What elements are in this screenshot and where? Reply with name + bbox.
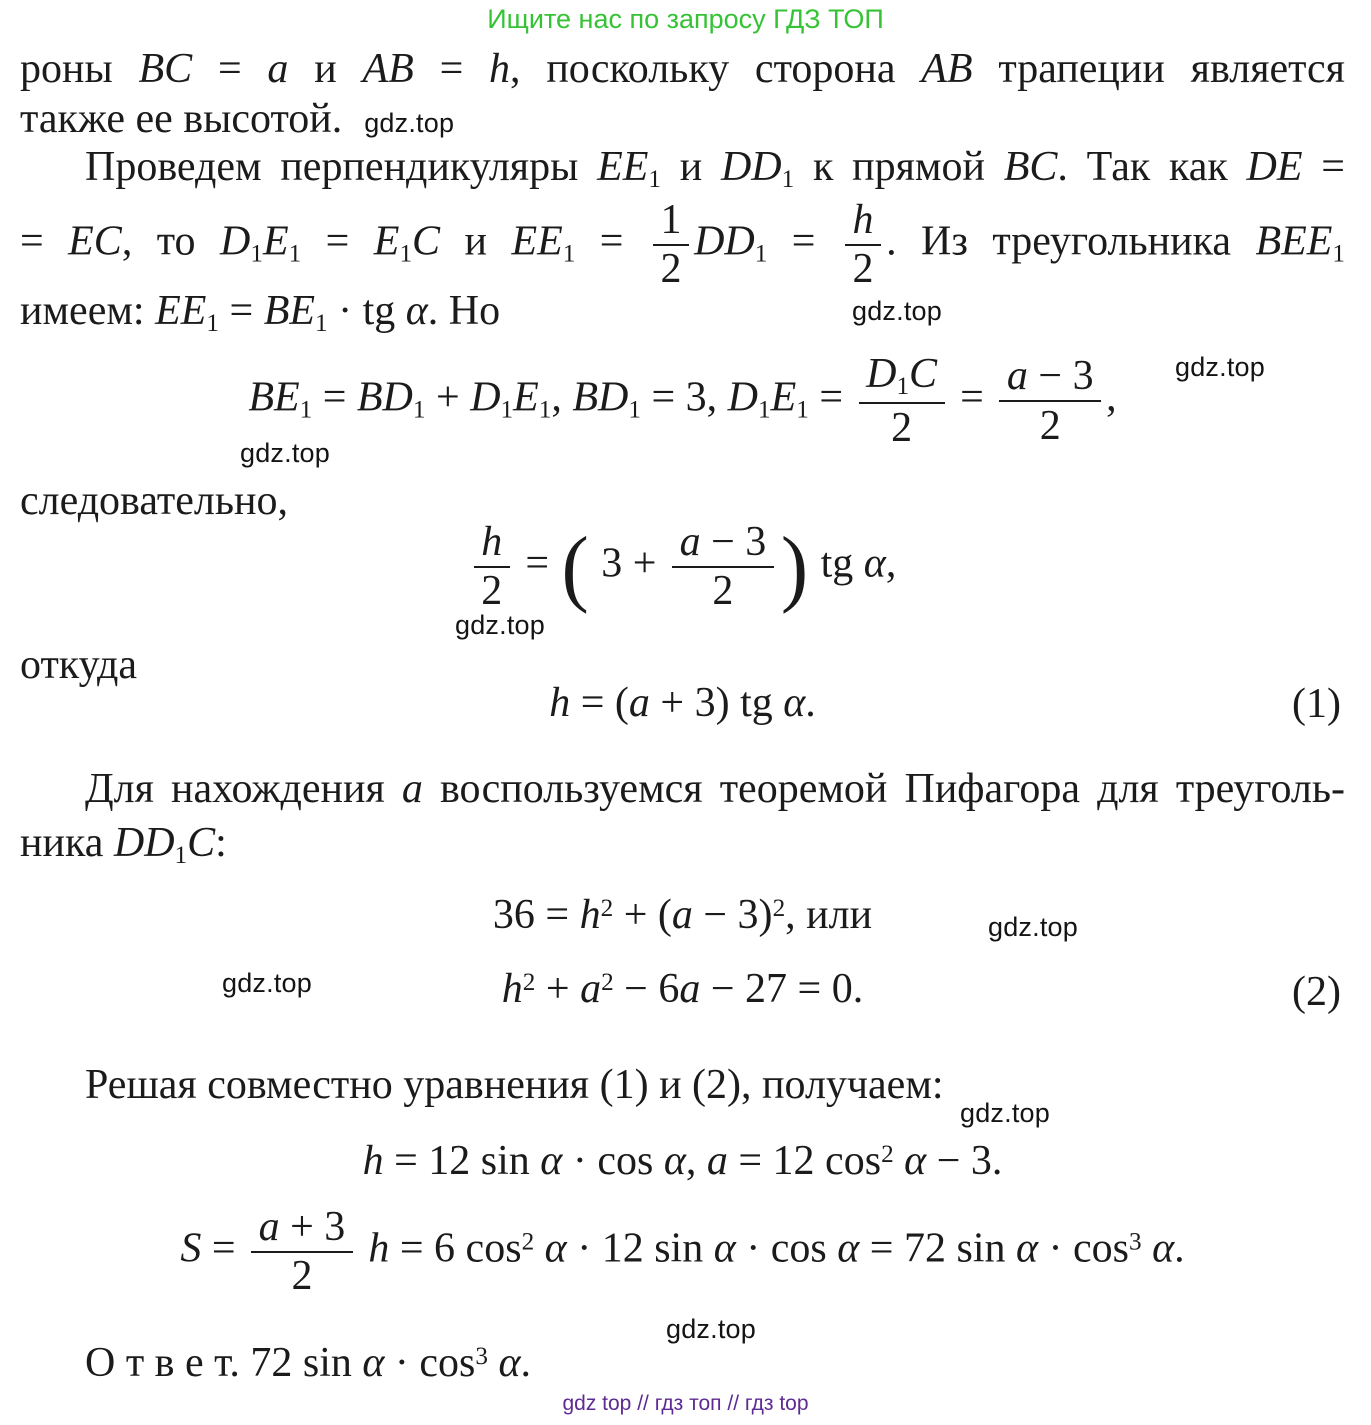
text-run: 2 (852, 246, 874, 293)
text-run: AB (362, 46, 414, 92)
body-line-2-text (20, 96, 342, 142)
text-run: · cos (562, 1138, 664, 1184)
gdz-watermark: gdz.top (364, 108, 455, 138)
paragraph2-line-3 (20, 286, 1345, 339)
text-run: a (401, 766, 423, 812)
equation-h-a-solution (20, 1136, 1345, 1186)
text-run: = (312, 374, 357, 421)
text-run: роны (20, 46, 139, 92)
text-run: E (373, 218, 400, 265)
text-run: трапеции является (972, 46, 1345, 92)
text-run: α (362, 1340, 385, 1386)
text-run: C (187, 820, 216, 866)
text-run: BE (248, 374, 300, 421)
text-run: EE (155, 288, 207, 334)
text-run: h (362, 1138, 384, 1184)
text-run: 1 (288, 240, 302, 268)
fraction-denominator (284, 1253, 320, 1299)
fraction-numerator (859, 352, 945, 404)
text-run: α (863, 540, 886, 587)
text-run: α (540, 1138, 563, 1184)
fraction-numerator (672, 520, 774, 568)
text-run: 1 (315, 310, 328, 338)
text-run: = (192, 46, 268, 92)
text-run: α (783, 680, 806, 726)
paragraph3-line-2 (20, 818, 1345, 871)
text-run: 2 (891, 404, 913, 451)
text-run: ( (561, 518, 589, 615)
equation-h-over-2 (20, 520, 1345, 614)
text-run: E (770, 374, 797, 421)
fraction-denominator (1032, 402, 1068, 448)
paragraph2-line-1 (20, 142, 1345, 195)
text-run: BE (263, 288, 315, 334)
fraction (251, 1205, 353, 1299)
text-run: DE (1246, 144, 1303, 190)
text-run (488, 1340, 499, 1386)
text-run: , или (785, 892, 873, 938)
text-run: , поскольку сторона (510, 46, 922, 92)
text-run: D (220, 218, 251, 265)
gdz-watermark: gdz.top (455, 610, 545, 640)
text-run: BC (138, 46, 193, 92)
text-run: = (301, 218, 374, 265)
answer-line (85, 1338, 1345, 1388)
text-run: AB (921, 46, 973, 92)
text-run: BC (1003, 144, 1058, 190)
fraction-denominator (845, 246, 881, 292)
text-run: 2 (481, 568, 503, 615)
text-run: a (679, 519, 701, 565)
text-run: = (20, 218, 69, 265)
text-run: 1 (648, 166, 661, 194)
text-run (894, 1138, 905, 1184)
text-run: + ( (613, 892, 672, 938)
text-run: C (412, 218, 441, 265)
equation-1 (20, 678, 1345, 728)
text-run: , (685, 1138, 707, 1184)
text-run: , (885, 540, 897, 587)
text-run: BD (572, 374, 629, 421)
text-run: воспользуемся теоремой Пифагора для треуголь- (422, 766, 1346, 812)
text-run: D (866, 351, 897, 397)
text-run: a (267, 46, 289, 92)
text-run: α (498, 1340, 521, 1386)
text-run: , (1106, 374, 1117, 421)
text-run: Для нахождения (85, 766, 402, 812)
text-run: · cos (1038, 1225, 1130, 1272)
text-run: , то (121, 218, 221, 265)
equation-number-2: (2) (1292, 969, 1341, 1015)
text-run: BD (356, 374, 413, 421)
text-run: = (949, 374, 995, 421)
text-run: = 12 sin (383, 1138, 541, 1184)
gdz-watermark: gdz.top (666, 1314, 756, 1344)
fraction-denominator (474, 568, 510, 614)
text-run: 2 (601, 968, 614, 996)
text-run: 2 (712, 568, 734, 615)
text-run: h (852, 197, 874, 243)
text-run: 1 (758, 396, 771, 424)
text-run: α (837, 1225, 860, 1272)
text-run: = 12 cos (727, 1138, 882, 1184)
text-run: + 3) tg (649, 680, 784, 726)
body-line-1 (20, 44, 1345, 94)
fraction (653, 198, 689, 292)
footer-watermark: gdz top // гдз топ // гдз top (562, 1392, 809, 1415)
text-run: h (481, 519, 503, 565)
text-run: Решая совместно уравнения (1) и (2), получаем: (85, 1062, 944, 1108)
text-run: 1 (250, 240, 263, 268)
text-run: h (549, 680, 571, 726)
text-run: 2 (291, 1253, 313, 1300)
text-run: + (425, 374, 471, 421)
text-run: E (513, 374, 539, 421)
text-run: + 3 (279, 1204, 346, 1250)
text-run: также ее высотой. (20, 96, 343, 142)
text-run: α (904, 1138, 927, 1184)
text-run: 1 (754, 240, 768, 268)
text-run: имеем: (20, 288, 156, 334)
text-run: h (368, 1225, 390, 1272)
text-run: 1 (628, 396, 641, 424)
text-run: a (628, 680, 650, 726)
text-run: α (1152, 1225, 1175, 1272)
gdz-watermark: gdz.top (240, 438, 330, 468)
text-run: = (767, 218, 840, 265)
text-run: a (1006, 353, 1028, 400)
text-run: EE (597, 144, 649, 190)
text-run: − 27 = 0. (700, 966, 864, 1012)
text-run: следовательно, (20, 478, 288, 524)
text-run: 1 (896, 373, 910, 401)
text-run: = (575, 218, 648, 265)
text-run: · cos (384, 1340, 476, 1386)
text-run: 1 (660, 197, 682, 243)
text-run: ника (20, 820, 114, 866)
text-run: . (520, 1340, 532, 1386)
text-run: C (909, 351, 938, 397)
promo-link: Ищите нас по запросу ГДЗ ТОП (487, 4, 884, 34)
text-run: · tg (327, 288, 406, 334)
text-run: α (663, 1138, 686, 1184)
text-run: ) (780, 518, 809, 615)
text-run: 1 (1332, 240, 1346, 268)
text-run: α (405, 288, 428, 334)
text-run: 1 (174, 842, 188, 870)
text-run: 2 (660, 246, 682, 293)
equation-2 (20, 964, 1345, 1014)
text-run: 1 (412, 396, 426, 424)
fraction-numerator (251, 1205, 353, 1253)
text-run: и (440, 218, 512, 265)
text-run: 1 (538, 396, 552, 424)
text-run: . (1174, 1225, 1185, 1272)
text-run: · 12 sin (566, 1225, 714, 1272)
text-run: 36 = (492, 892, 580, 938)
text-run: E (262, 218, 289, 265)
text-run: 1 (500, 396, 514, 424)
text-run: 1 (562, 240, 576, 268)
fraction (474, 520, 510, 614)
text-run: к прямой (794, 144, 1004, 190)
fraction (672, 520, 774, 614)
body-line-2 (20, 94, 1345, 144)
text-run: EC (68, 218, 122, 265)
equation-pythagoras (20, 890, 1345, 940)
text-run: . Но (427, 288, 501, 334)
text-run: EE (511, 218, 563, 265)
text-run: − 3) (692, 892, 773, 938)
text-run: = (1302, 144, 1345, 190)
text-run (1142, 1225, 1153, 1271)
fraction-numerator (653, 198, 689, 246)
fraction-numerator (474, 520, 510, 568)
text-run: h (579, 892, 601, 938)
fraction-denominator (705, 568, 741, 614)
text-run: = (201, 1225, 247, 1272)
text-run: DD (113, 820, 175, 866)
paragraph2-line-2 (20, 198, 1345, 292)
text-run: BEE (1255, 218, 1333, 265)
text-run: a (671, 892, 693, 938)
text-run: и (288, 46, 363, 92)
text-run: 2 (881, 1140, 894, 1168)
text-run: 1 (206, 310, 219, 338)
text-run: . (805, 680, 816, 726)
text-run: = (808, 374, 854, 421)
text-run: 3 + (590, 540, 667, 587)
fraction-numerator (999, 354, 1101, 402)
fraction-denominator (884, 404, 920, 450)
text-run: , (551, 374, 573, 421)
gdz-watermark: gdz.top (852, 296, 942, 326)
text-run: − 3. (926, 1138, 1003, 1184)
text-run: = 3, (640, 374, 728, 421)
text-run: − 3 (1027, 353, 1094, 400)
text-run: + (535, 966, 581, 1012)
fraction (859, 352, 945, 450)
gdz-watermark: gdz.top (1175, 352, 1265, 382)
text-run: 2 (772, 894, 786, 922)
text-run: a (580, 966, 602, 1012)
text-run: α (713, 1225, 736, 1272)
text-run: О т в е т. (85, 1340, 251, 1386)
text-run: Проведем перпендикуляры (85, 144, 598, 190)
text-run: α (544, 1225, 567, 1272)
text-run: и (661, 144, 721, 190)
text-run: 2 (522, 968, 536, 996)
text-run: a (679, 966, 701, 1012)
text-run: = (413, 46, 490, 92)
text-run: D (727, 374, 758, 421)
equation-be1 (20, 352, 1345, 450)
text-run: D (470, 374, 501, 421)
text-run: 1 (781, 166, 795, 194)
text-run: a (706, 1138, 728, 1184)
paragraph4-line-1 (20, 1060, 1345, 1110)
text-run: 72 sin (250, 1340, 363, 1386)
text-run: : (215, 820, 227, 866)
text-run: · cos (735, 1225, 838, 1272)
text-run: 3 (1129, 1228, 1142, 1256)
text-run: h (501, 966, 523, 1012)
fraction-denominator (653, 246, 689, 292)
text-run (358, 1225, 369, 1271)
text-run: 2 (521, 1228, 535, 1256)
fraction (999, 354, 1101, 448)
text-run: = (514, 540, 560, 587)
text-run: 3 (475, 1342, 488, 1370)
gdz-watermark: gdz.top (222, 968, 312, 998)
text-run: откуда (20, 642, 137, 688)
text-run (534, 1225, 545, 1271)
text-run: . Из треугольника (886, 218, 1256, 265)
text-run: S (180, 1225, 202, 1272)
text-run: − 3 (700, 519, 767, 565)
equation-area (20, 1205, 1345, 1299)
text-run: DD (720, 144, 782, 190)
equation-number-1: (1) (1292, 681, 1341, 727)
text-run: 1 (399, 240, 413, 268)
text-run: . Так как (1057, 144, 1247, 190)
text-run: 2 (1039, 402, 1061, 449)
text-run: α (1015, 1225, 1039, 1272)
paragraph3-line-1 (20, 764, 1345, 814)
gdz-watermark: gdz.top (960, 1098, 1050, 1128)
text-run: = 6 cos (389, 1225, 522, 1272)
text-run: = ( (570, 680, 629, 726)
fraction (845, 198, 881, 292)
text-run: 2 (600, 894, 614, 922)
text-run: = (219, 288, 264, 334)
text-run: 1 (299, 396, 313, 424)
text-run: h (489, 46, 511, 92)
gdz-watermark: gdz.top (988, 912, 1078, 942)
text-run: = 72 sin (859, 1225, 1016, 1272)
text-run: a (258, 1204, 280, 1250)
text-run: DD (694, 218, 755, 265)
text-run: tg (810, 540, 864, 587)
fraction-numerator (845, 198, 881, 246)
text-run: − 6 (613, 966, 680, 1012)
text-run: 1 (796, 396, 809, 424)
